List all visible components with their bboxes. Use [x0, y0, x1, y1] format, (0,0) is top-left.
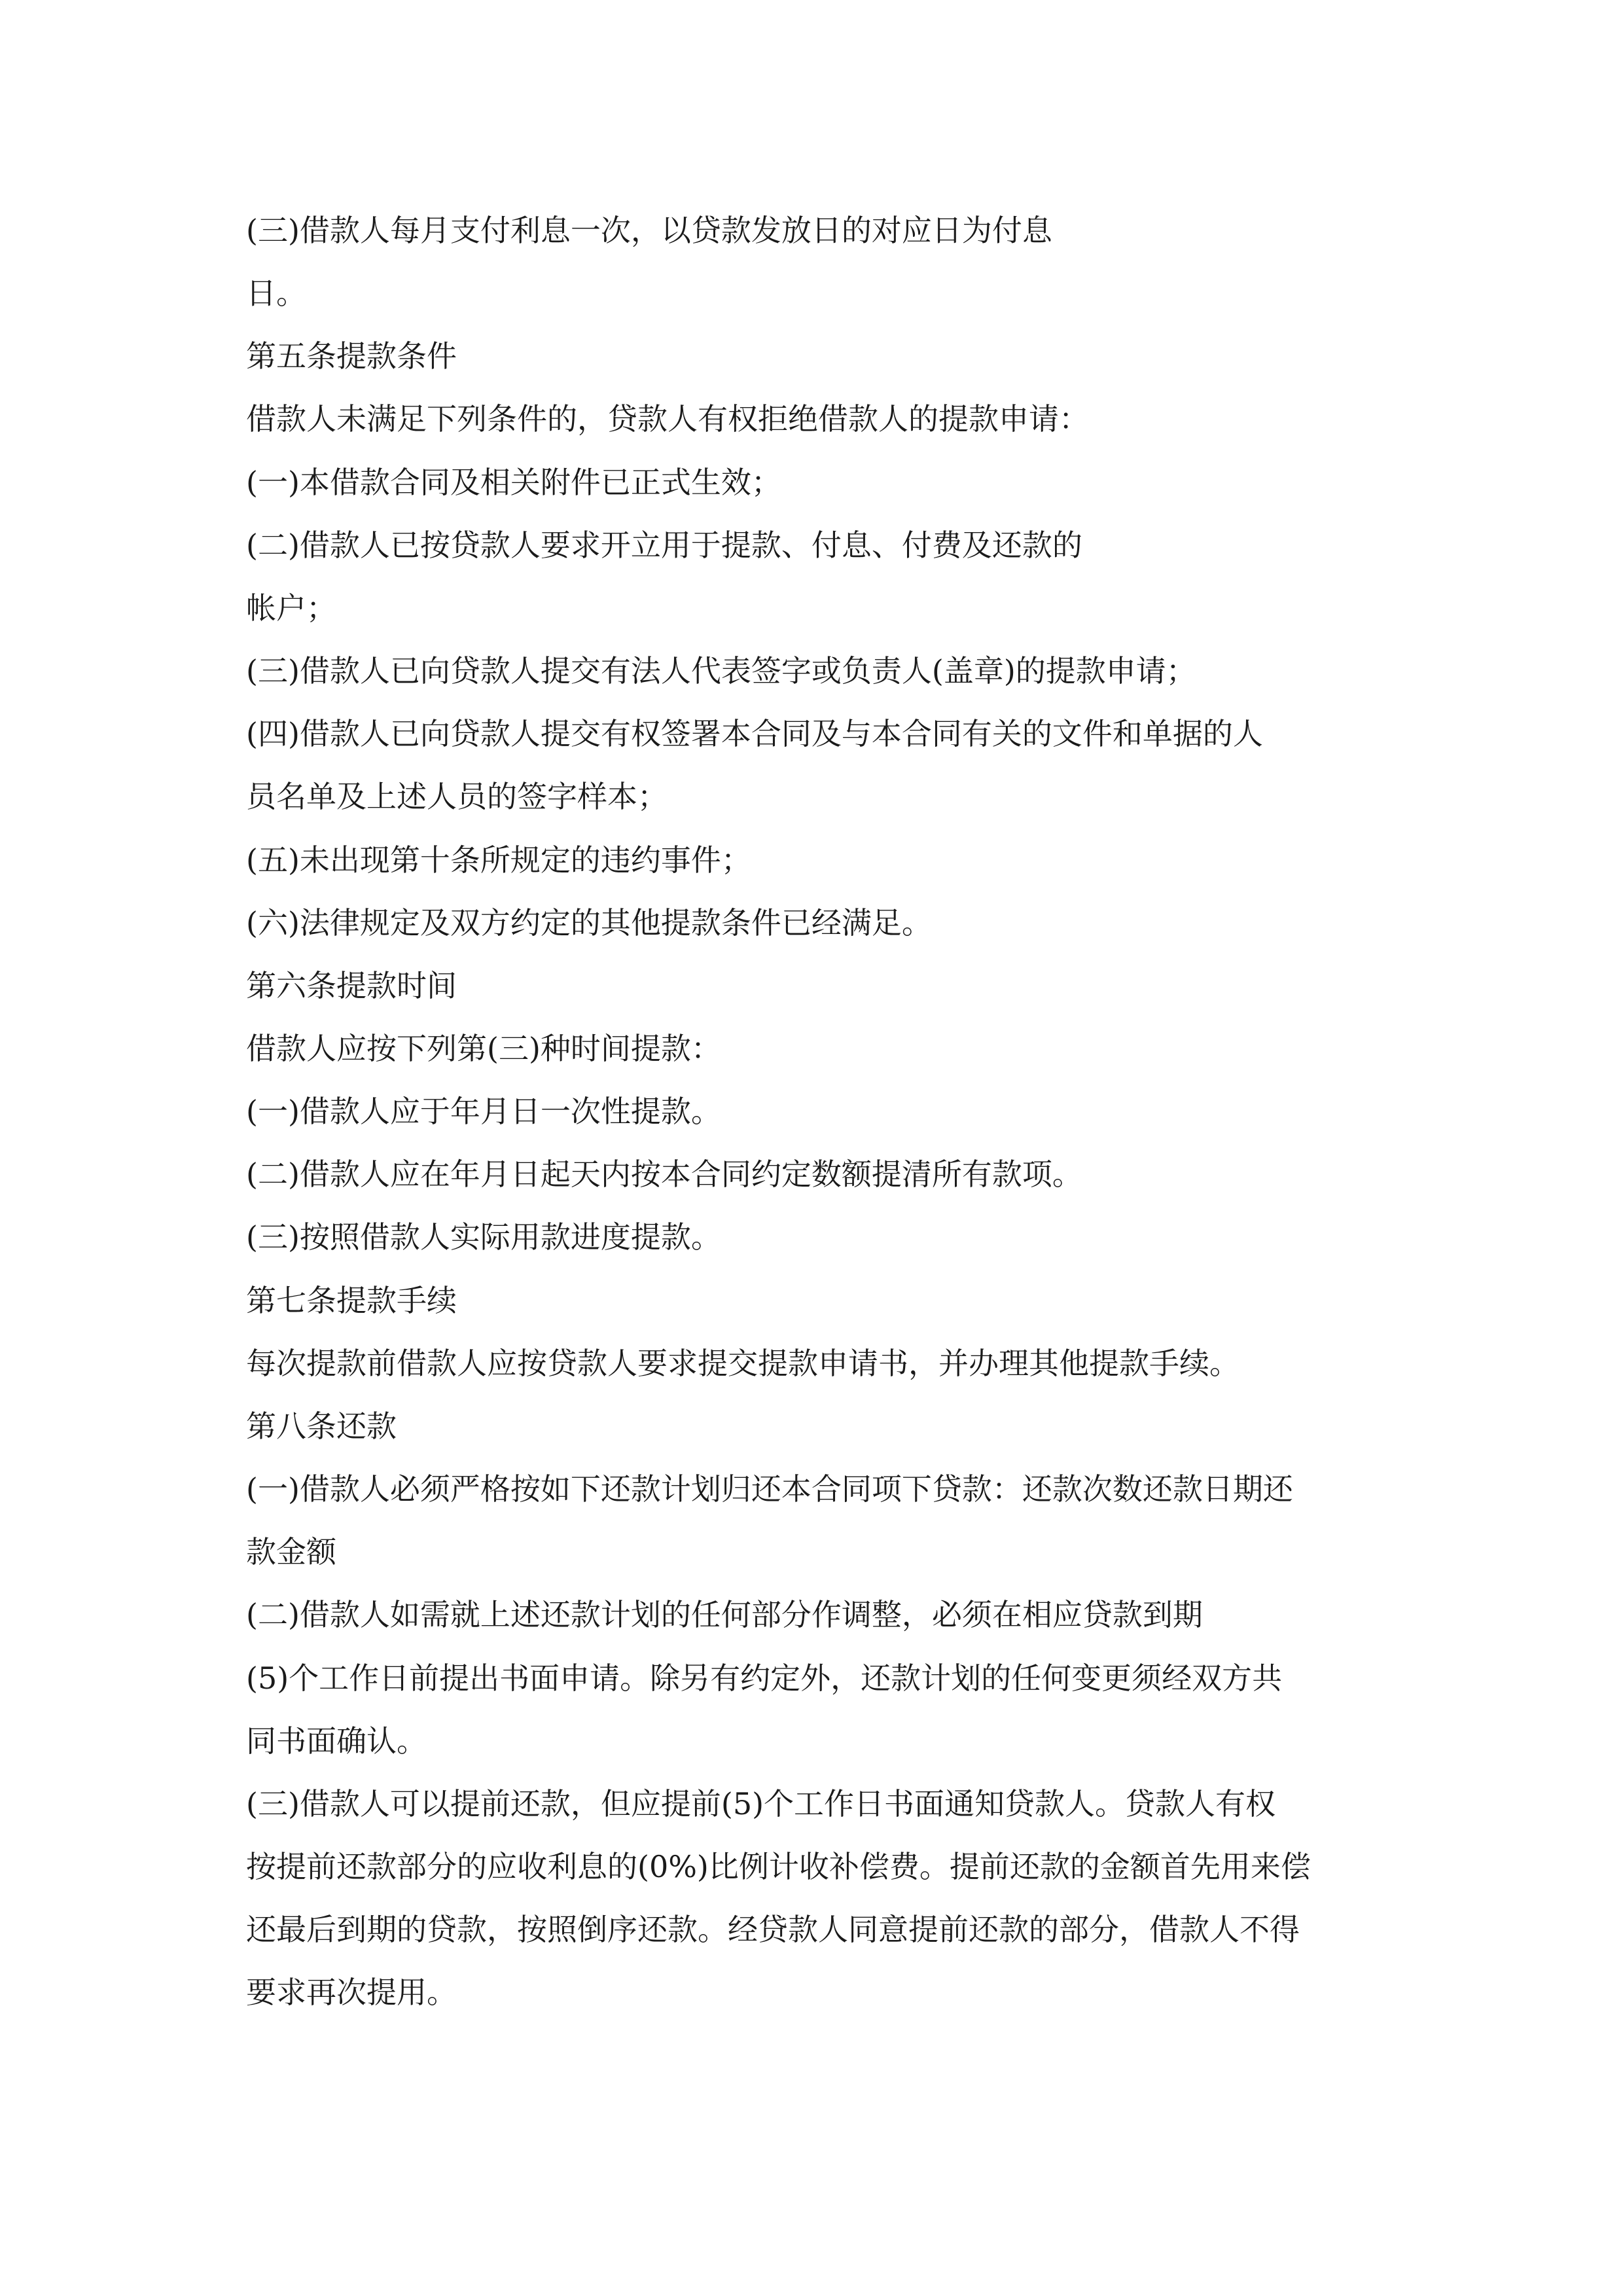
text-line: 帐户； — [246, 590, 336, 626]
text-line: (一)本借款合同及相关附件已正式生效； — [246, 465, 781, 500]
text-line: 按提前还款部分的应收利息的(0%)比例计收补偿费。提前还款的金额首先用来偿 — [246, 1849, 1311, 1884]
text-line: (二)借款人如需就上述还款计划的任何部分作调整，必须在相应贷款到期 — [246, 1597, 1203, 1632]
text-line: (三)按照借款人实际用款进度提款。 — [246, 1219, 721, 1255]
text-line: (三)借款人已向贷款人提交有法人代表签字或负责人(盖章)的提款申请； — [246, 653, 1196, 689]
text-line: (5)个工作日前提出书面申请。除另有约定外，还款计划的任何变更须经双方共 — [246, 1660, 1283, 1696]
text-line: 每次提款前借款人应按贷款人要求提交提款申请书，并办理其他提款手续。 — [246, 1346, 1240, 1381]
section-heading: 第八条还款 — [246, 1408, 397, 1444]
section-heading: 第七条提款手续 — [246, 1283, 457, 1318]
text-line: (五)未出现第十条所规定的违约事件； — [246, 842, 751, 878]
text-line: (三)借款人可以提前还款，但应提前(5)个工作日书面通知贷款人。贷款人有权 — [246, 1786, 1276, 1821]
text-line: (二)借款人应在年月日起天内按本合同约定数额提清所有款项。 — [246, 1157, 1082, 1192]
text-line: 借款人应按下列第(三)种时间提款： — [246, 1031, 721, 1066]
text-line: 同书面确认。 — [246, 1723, 427, 1759]
text-line: (一)借款人必须严格按如下还款计划归还本合同项下贷款：还款次数还款日期还 — [246, 1471, 1293, 1507]
text-line: 日。 — [246, 276, 306, 311]
text-line: 要求再次提用。 — [246, 1975, 457, 2010]
text-line: 借款人未满足下列条件的，贷款人有权拒绝借款人的提款申请： — [246, 401, 1089, 437]
text-line: 款金额 — [246, 1534, 336, 1570]
text-line: 还最后到期的贷款，按照倒序还款。经贷款人同意提前还款的部分，借款人不得 — [246, 1912, 1300, 1947]
text-line: (三)借款人每月支付利息一次，以贷款发放日的对应日为付息 — [246, 213, 1052, 248]
text-line: 员名单及上述人员的签字样本； — [246, 779, 668, 814]
section-heading: 第五条提款条件 — [246, 338, 457, 374]
text-line: (一)借款人应于年月日一次性提款。 — [246, 1094, 721, 1129]
text-line: (二)借款人已按贷款人要求开立用于提款、付息、付费及还款的 — [246, 528, 1082, 563]
section-heading: 第六条提款时间 — [246, 968, 457, 1003]
text-line: (四)借款人已向贷款人提交有权签署本合同及与本合同有关的文件和单据的人 — [246, 716, 1263, 751]
text-line: (六)法律规定及双方约定的其他提款条件已经满足。 — [246, 905, 932, 941]
